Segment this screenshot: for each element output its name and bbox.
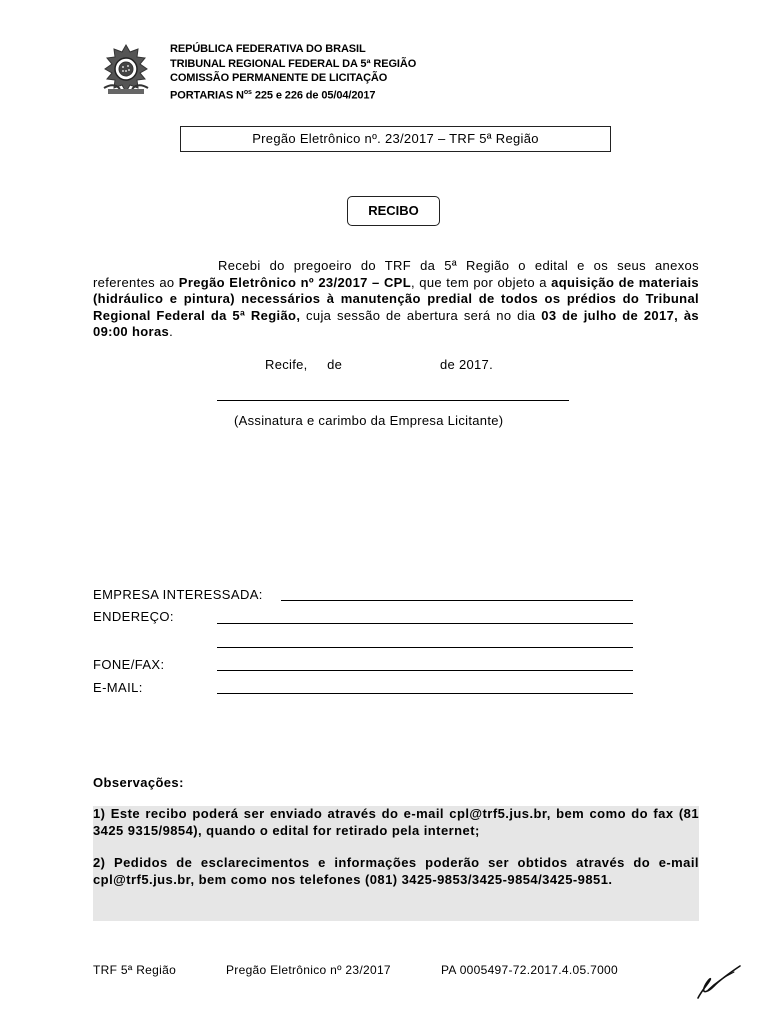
footer-pregao: Pregão Eletrônico nº 23/2017 xyxy=(226,963,391,977)
phone-fax-field-line[interactable] xyxy=(217,669,633,671)
email-field-line[interactable] xyxy=(217,692,633,694)
recibo-heading: RECIBO xyxy=(347,196,440,226)
observation-item-2: 2) Pedidos de esclarecimentos e informações poderão ser obtidos através do e-mail cpl@trf5.jus.br, bem como nos telefones (081) 3425-9853/3425-9854/3425-9851. xyxy=(93,855,699,887)
header-line-tribunal: TRIBUNAL REGIONAL FEDERAL DA 5ª REGIÃO xyxy=(170,57,417,70)
observation-item-1: 1) Este recibo poderá ser enviado através do e-mail cpl@trf5.jus.br, bem como do fax (81 3425 9315/9854), quando o edital for retirado pela internet; xyxy=(93,806,699,838)
handwritten-rubric-icon xyxy=(694,962,744,1002)
header-line-portarias: PORTARIAS $N^{os}$ 225 e 226 de 05/04/2017 xyxy=(170,88,376,102)
company-field-line[interactable] xyxy=(281,599,633,601)
email-field-label: E-MAIL: xyxy=(93,680,143,695)
brazil-coat-of-arms-icon xyxy=(98,42,154,98)
document-header xyxy=(170,42,416,103)
receipt-statement: Recebi do pregoeiro do TRF da 5ª Região o edital e os seus anexos referentes ao Pregão Eletrônico nº 23/2017 – CPL, que tem por objeto a aquisição de materiais (hidráulico e pintura) necessários à manutenção predial de todos os prédios do Tribunal Regional Federal da 5ª Região, cuja sessão de abertura será no dia 03 de julho de 2017, às 09:00 horas. xyxy=(93,258,699,339)
signature-caption: (Assinatura e carimbo da Empresa Licitante) xyxy=(234,413,504,428)
company-field-label: EMPRESA INTERESSADA: xyxy=(93,587,263,602)
header-line-republic: REPÚBLICA FEDERATIVA DO BRASIL xyxy=(170,43,366,55)
footer-process-number: PA 0005497-72.2017.4.05.7000 xyxy=(441,963,618,977)
observations-block xyxy=(93,806,699,921)
header-line-commission: COMISSÃO PERMANENTE DE LICITAÇÃO xyxy=(170,72,388,84)
signature-line xyxy=(217,390,569,401)
address-field-line[interactable] xyxy=(217,622,633,624)
pregao-title-box: Pregão Eletrônico nº. 23/2017 – TRF 5ª Região xyxy=(180,126,611,152)
phone-fax-field-label: FONE/FAX: xyxy=(93,657,165,672)
address-field-line-2[interactable] xyxy=(217,646,633,648)
address-field-label: ENDEREÇO: xyxy=(93,609,174,624)
observations-title: Observações: xyxy=(93,775,184,790)
place-date-line: Recife, de de 2017. xyxy=(265,357,493,372)
footer-org: TRF 5ª Região xyxy=(93,963,177,977)
